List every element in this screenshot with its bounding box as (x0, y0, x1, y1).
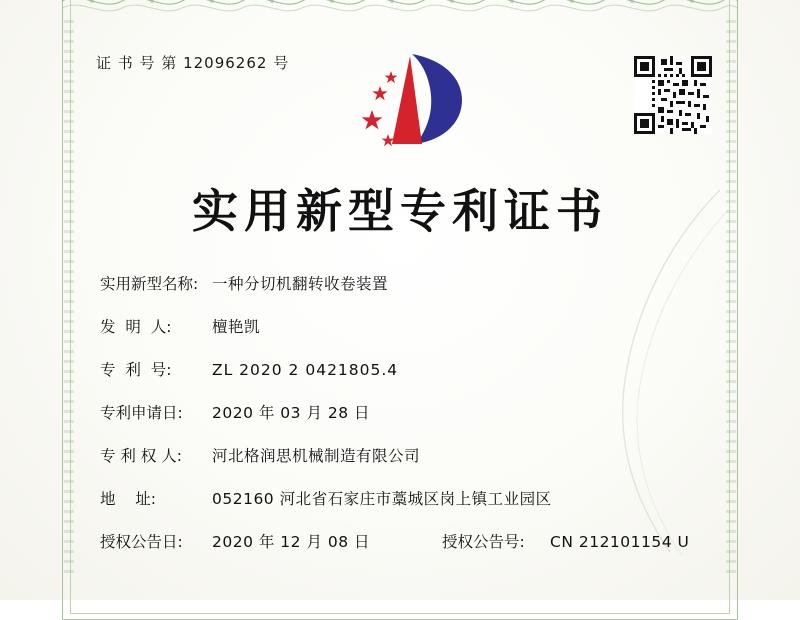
field-row-utility-model-name (100, 272, 700, 294)
field-value-announcement-number: CN 212101154 U (550, 533, 690, 551)
field-row-address (100, 487, 700, 509)
field-label: 发 明 人: (100, 318, 172, 336)
field-label: 专利申请日: (100, 404, 183, 422)
right-ornament (726, 20, 736, 580)
certificate-number: 证 书 号 第 12096262 号 (96, 54, 290, 72)
field-row-patent-number (100, 358, 700, 380)
field-row-inventor (100, 315, 700, 337)
field-row-patentee (100, 444, 700, 466)
field-value: ZL 2020 2 0421805.4 (212, 361, 399, 379)
field-value: 一种分切机翻转收卷装置 (212, 275, 389, 293)
top-ornament (62, 0, 738, 14)
field-row-application-date (100, 401, 700, 423)
left-ornament (64, 20, 74, 580)
field-label: 专 利 权 人: (100, 447, 183, 465)
field-label: 专 利 号: (100, 361, 172, 379)
page-title: 实用新型专利证书 (192, 184, 608, 238)
field-value: 檀艳凯 (212, 318, 261, 336)
field-row-announcement (100, 530, 700, 552)
field-value: 2020 年 03 月 28 日 (212, 404, 371, 422)
field-label: 实用新型名称: (100, 275, 199, 293)
field-value-announcement-date: 2020 年 12 月 08 日 (212, 533, 371, 551)
field-value: 052160 河北省石家庄市藁城区岗上镇工业园区 (212, 490, 552, 508)
field-label: 地 址: (100, 490, 156, 508)
cnipa-patent-logo (350, 48, 480, 153)
qr-code (634, 56, 712, 134)
field-label-announcement-number: 授权公告号: (442, 533, 525, 551)
field-list (100, 272, 700, 573)
field-value: 河北格润思机械制造有限公司 (212, 447, 421, 465)
field-label-announcement-date: 授权公告日: (100, 533, 183, 551)
